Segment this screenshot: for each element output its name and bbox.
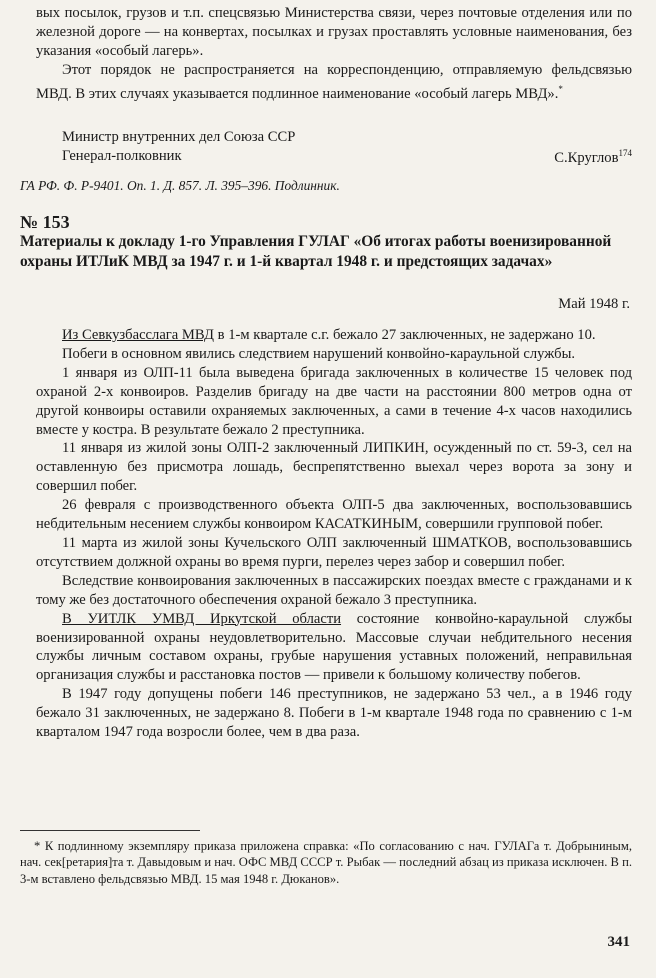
document-title: Материалы к докладу 1-го Управления ГУЛАГ «Об итогах работы военизированной охраны ИТЛиК МВД за 1947 г. и 1-й квартал 1948 г. и предстоящих задачах» xyxy=(20,233,612,270)
signature-block xyxy=(62,128,632,168)
camp-name: Из Севкузбасслага МВД xyxy=(62,327,215,343)
paragraph: Вследствие конвоирования заключенных в пассажирских поездах вместе с гражданами и к тому же без достаточного обеспечения охраной бежало 3 преступника. xyxy=(36,572,632,608)
archive-source: ГА РФ. Ф. Р-9401. Оп. 1. Д. 857. Л. 395–396. Подлинник. xyxy=(20,178,340,193)
signature-position: Министр внутренних дел Союза ССР xyxy=(62,129,296,145)
footnote-divider xyxy=(20,830,200,831)
camp-name: В УИТЛК УМВД Иркутской области xyxy=(62,610,342,627)
page-number: 341 xyxy=(607,934,630,950)
signature-rank: Генерал-полковник xyxy=(62,148,182,164)
paragraph: 11 января из жилой зоны ОЛП-2 заключенный ЛИПКИН, осужденный по ст. 59-3, сел на оставленную без присмотра лошадь, беспрепятственно выехал через ворота за зону и совершил побег. xyxy=(36,440,632,495)
paragraph: Этот порядок не распространяется на корреспонденцию, отправляемую фельдсвязью МВД. В этих случаях указывается подлинное наименование «особый лагерь МВД».* xyxy=(36,61,632,102)
main-text xyxy=(36,326,632,742)
footnote-marker: * xyxy=(558,83,563,94)
signature-note: 174 xyxy=(618,148,632,159)
paragraph: 26 февраля с производственного объекта ОЛП-5 два заключенных, воспользовавшись небдительным несением службы конвоиром КАСАТКИНЫМ, совершили групповой побег. xyxy=(36,497,632,533)
signature-name: С.Круглов$^{174}$ xyxy=(554,148,632,166)
paragraph: Из Севкузбасслага МВД в 1-м квартале с.г. бежало 27 заключенных, не задержано 10. xyxy=(62,327,596,343)
document-number: № 153 xyxy=(20,212,70,232)
paragraph: В УИТЛК УМВД Иркутской области состояние конвойно-караульной службы военизированной охраны неудовлетворительно. Массовые случаи небдительного несения службы личным составом охраны, грубые нарушения уставных положений, неправильная организация службы и расстановка постов — привели к большому количеству побегов. xyxy=(36,610,633,684)
paragraph: 1 января из ОЛП-11 была выведена бригада заключенных в количестве 15 человек под охраной 2-х конвоиров. Разделив бригаду на две части на расстоянии 800 метров одна от другой конвоиры оставили охраняемых заключенных, а сами в течение 4-х часов находились вместе у костра. В результате бежало 2 преступника. xyxy=(36,364,632,438)
document-date: Май 1948 г. xyxy=(558,296,630,312)
top-text xyxy=(36,4,632,103)
paragraph: 11 марта из жилой зоны Кучельского ОЛП заключенный ШМАТКОВ, воспользовавшись отсутствием должной охраны во время пурги, перелез через забор и совершил побег. xyxy=(36,534,632,570)
paragraph: В 1947 году допущены побеги 146 преступников, не задержано 53 чел., а в 1946 году бежало 31 заключенных, не задержано 8. Побеги в 1-м квартале 1948 года по сравнению с 1-м кварталом 1947 года возросли более, чем в два раза. xyxy=(36,686,632,741)
paragraph: вых посылок, грузов и т.п. спецсвязью Министерства связи, через почтовые отделения или по железной дороге — на конвертах, посылках и грузах проставлять условные наименования, без указания «особый лагерь». xyxy=(36,5,632,59)
footnote: * К подлинному экземпляру приказа приложена справка: «По согласованию с нач. ГУЛАГа т. Добрыниным, нач. сек[ретария]та т. Давыдовым и нач. ОФС МВД СССР т. Рыбак — последний абзац из приказа исключен. В п. 3-м вставлено фельдсвязью МВД. 15 мая 1948 г. Дюканов». xyxy=(20,839,632,886)
paragraph: Побеги в основном явились следствием нарушений конвойно-караульной службы. xyxy=(62,345,576,362)
